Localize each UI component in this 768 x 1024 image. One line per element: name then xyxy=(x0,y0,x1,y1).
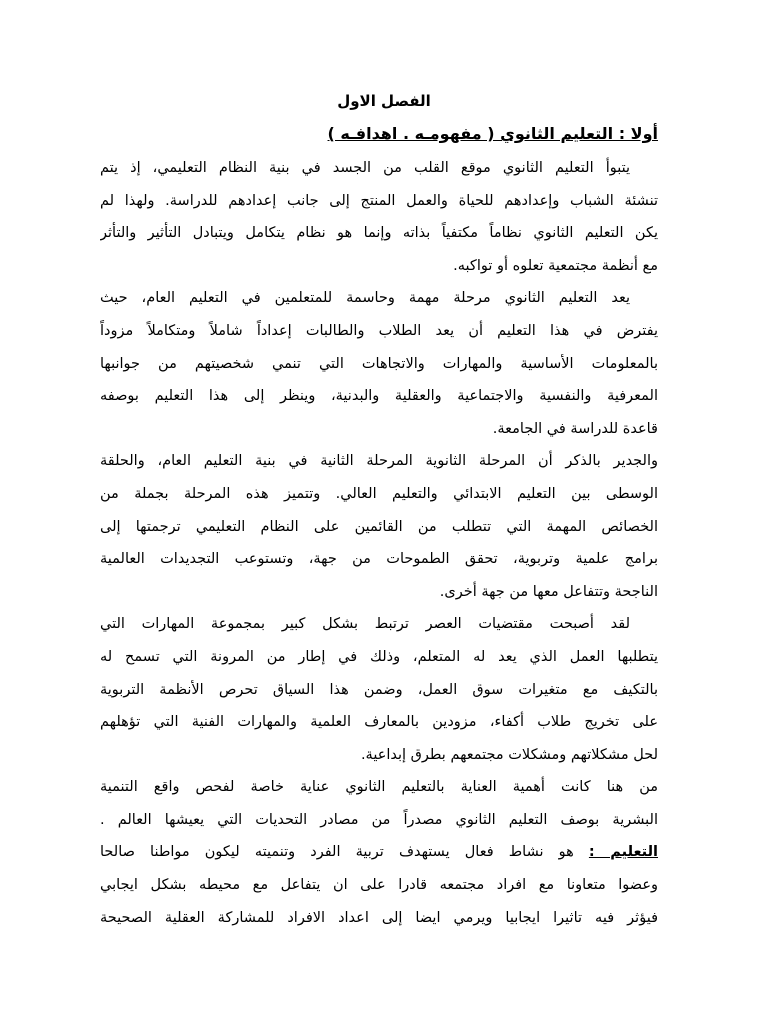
text-line: الخصائص المهمة التي تتطلب من القائمين على النظام التعليمي ترجمتها إلى xyxy=(100,518,658,535)
text-line: بالمعلومات الأساسية والمهارات والاتجاهات التي تنمي شخصيتهم من جوانبها xyxy=(100,355,658,372)
text-line: يكن التعليم الثانوي نظاماً مكتفياً بذاته وإنما هو نظام يتكامل ويتبادل التأثير والتأثر xyxy=(100,225,658,242)
text-line: تنشئة الشباب وإعدادهم للحياة والعمل المنتج إلى جانب إعدادهم للدراسة. ولهذا لم xyxy=(100,192,658,209)
text-line: يفترض في هذا التعليم أن يعد الطلاب والطالبات إعداداً شاملاً ومتكاملاً مزوداً xyxy=(100,322,658,339)
definition-term: التعليم : xyxy=(588,844,658,861)
section-title: أولا : التعليم الثانوي ( مفهومـه . اهدافـه ) xyxy=(327,124,658,143)
text-line: لحل مشكلاتهم ومشكلات مجتمعهم بطرق إبداعية. xyxy=(360,746,658,763)
text-line: برامج علمية وتربوية، تحقق الطموحات من جهة، وتستوعب التجديدات العالمية xyxy=(100,551,658,568)
text-line: والجدير بالذكر أن المرحلة الثانوية المرحلة الثانية في بنية التعليم العام، والحلقة xyxy=(100,453,658,470)
text-line: من هنا كانت أهمية العناية بالتعليم الثانوي عناية خاصة لفحص واقع التنمية xyxy=(100,779,658,796)
text-line: يعد التعليم الثانوي مرحلة مهمة وحاسمة للمتعلمين في التعليم العام، حيث xyxy=(100,290,630,307)
text-line: مع أنظمة مجتمعية تعلوه أو تواكبه. xyxy=(453,257,658,274)
text-line: البشرية بوصف التعليم الثانوي مصدراً من مصادر التحديات التي يعيشها العالم . xyxy=(100,811,658,828)
text-line: المعرفية والنفسية والاجتماعية والعقلية والبدنية، وينظر إلى هذا التعليم بوصفه xyxy=(100,388,658,405)
text-line: بالتكيف مع متغيرات سوق العمل، وضمن هذا السياق تحرص الأنظمة التربوية xyxy=(100,681,658,698)
text-line: يتبوأ التعليم الثانوي موقع القلب من الجسد في بنية النظام التعليمي، إذ يتم xyxy=(100,160,630,176)
text-line: قاعدة للدراسة في الجامعة. xyxy=(492,420,658,437)
text-line: يتطلبها العمل الذي يعد له المتعلم، وذلك في إطار من المرونة التي تسمح له xyxy=(100,648,658,665)
definition-text: هو نشاط فعال يستهدف تربية الفرد وتنميته ليكون مواطنا صالحا xyxy=(100,844,574,861)
text-line: وعضوا متعاونا مع افراد مجتمعه قادرا على ان يتفاعل مع محيطه بشكل ايجابي xyxy=(100,877,658,894)
body-text xyxy=(100,152,658,934)
chapter-title: الفصل الاول xyxy=(337,92,431,110)
text-line: فيؤثر فيه تاثيرا ايجابيا ويرمي ايضا إلى اعداد الافراد للمشاركة العقلية الصحيحة xyxy=(100,909,658,926)
text-line: الناجحة وتتفاعل معها من جهة أخرى. xyxy=(439,583,658,600)
text-line: لقد أصبحت مقتضيات العصر ترتبط بشكل كبير بمجموعة المهارات التي xyxy=(100,616,630,633)
text-line: على تخريج طلاب أكفاء، مزودين بالمعارف العلمية والمهارات الفنية التي تؤهلهم xyxy=(100,714,658,731)
text-line: الوسطى بين التعليم الابتدائي والتعليم العالي. وتتميز هذه المرحلة بجملة من xyxy=(100,485,658,502)
definition-line xyxy=(100,836,658,869)
